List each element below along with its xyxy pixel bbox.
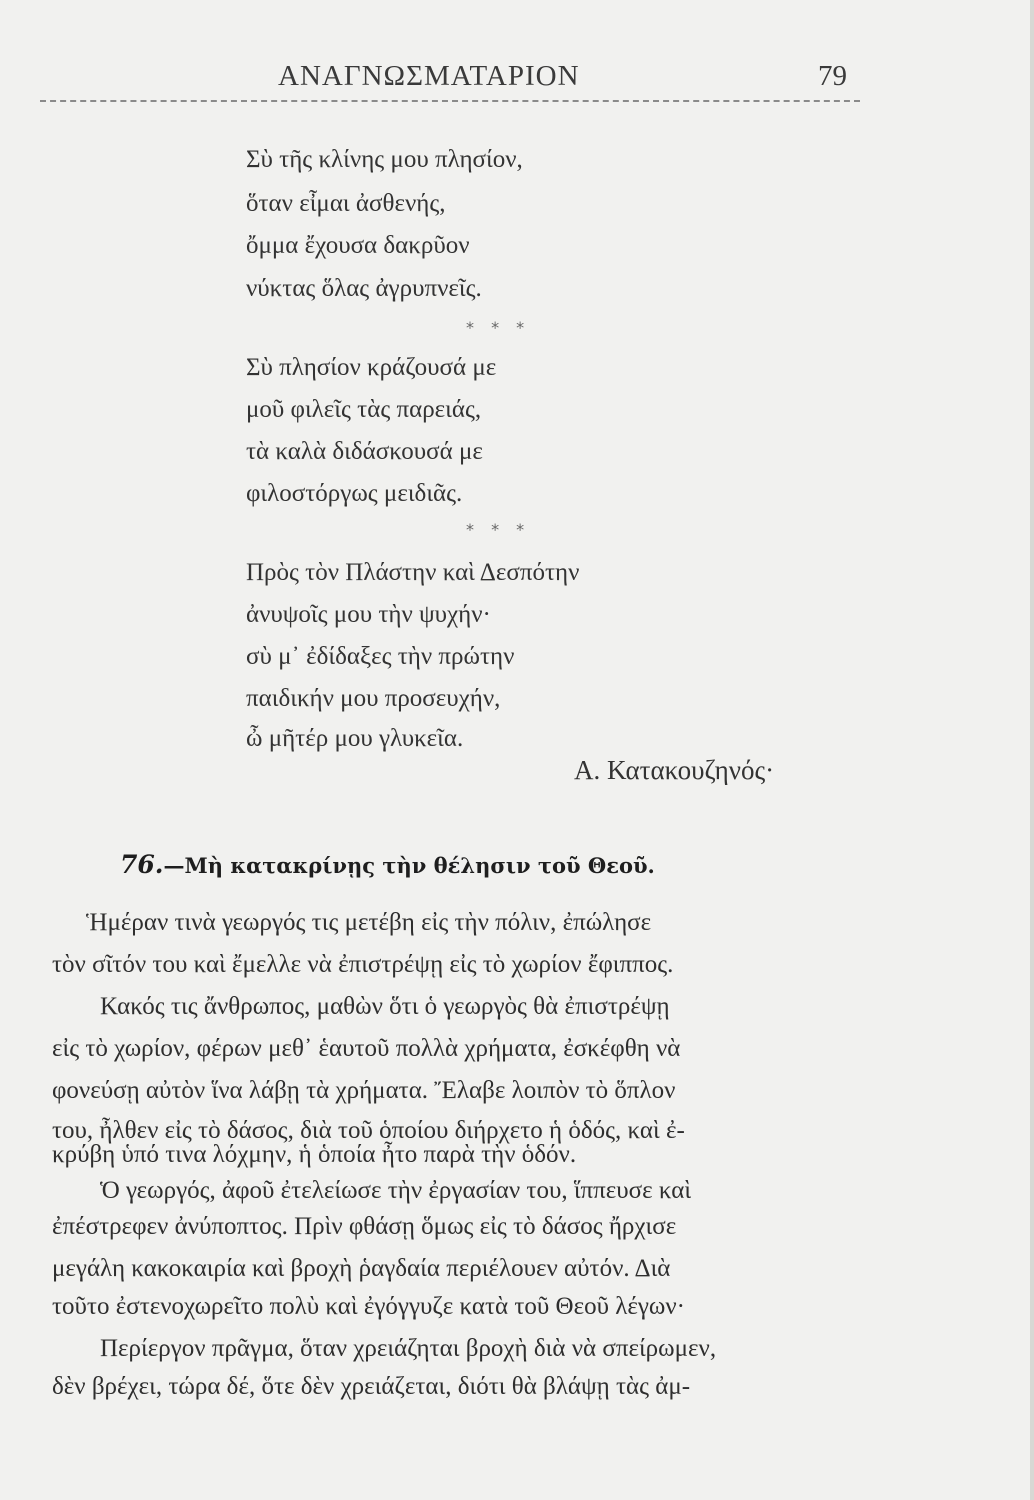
prose-line: εἰς τὸ χωρίον, φέρων μεθ᾽ ἑαυτοῦ πολλὰ χρήματα, ἐσκέφθη νὰ [52,1035,681,1062]
header-rule [40,100,860,102]
stanza-separator: * * * [466,520,531,539]
prose-line: τὸν σῖτόν του καὶ ἔμελλε νὰ ἐπιστρέψῃ εἰς τὸ χωρίον ἔφιππος. [52,951,674,978]
poem-line: ὦ μῆτέρ μου γλυκεῖα. [246,725,464,752]
poem-line: σὺ μ᾽ ἐδίδαξες τὴν πρώτην [246,643,515,670]
stanza-separator: * * * [466,318,531,337]
running-header [0,58,1034,98]
prose-line: δὲν βρέχει, τώρα δέ, ὅτε δὲν χρειάζεται, διότι θὰ βλάψῃ τὰς ἀμ- [52,1373,691,1400]
section-heading [120,850,655,879]
page-number: 79 [818,60,847,92]
poem-line: Σὺ τῆς κλίνης μου πλησίον, [246,146,523,173]
poem-author: Α. Κατακουζηνός· [574,755,775,785]
prose-line: Κακός τις ἄνθρωπος, μαθὼν ὅτι ὁ γεωργὸς θὰ ἐπιστρέψῃ [100,993,670,1020]
poem-line: Σὺ πλησίον κράζουσά με [246,354,497,381]
prose-line: Περίεργον πρᾶγμα, ὅταν χρειάζηται βροχὴ διὰ νὰ σπείρωμεν, [100,1335,717,1362]
poem-line: παιδικήν μου προσευχήν, [246,685,501,712]
prose-line: κρύβη ὑπό τινα λόχμην, ἡ ὁποία ἦτο παρὰ τὴν ὁδόν. [52,1141,577,1168]
prose-line: ἐπέστρεφεν ἀνύποπτος. Πρὶν φθάσῃ ὅμως εἰς τὸ δάσος ἤρχισε [52,1213,677,1240]
poem-line: ὄμμα ἔχουσα δακρῦον [246,232,470,259]
prose-line: Ὁ γεωργός, ἀφοῦ ἐτελείωσε τὴν ἐργασίαν του, ἵππευσε καὶ [100,1177,692,1204]
poem-line: ἀνυψοῖς μου τὴν ψυχήν· [246,601,491,628]
prose-line: του, ἦλθεν εἰς τὸ δάσος, διὰ τοῦ ὁποίου διήρχετο ἡ ὁδός, καὶ ἐ- [52,1117,685,1144]
prose-line: φονεύσῃ αὐτὸν ἵνα λάβῃ τὰ χρήματα. Ἔλαβε λοιπὸν τὸ ὅπλον [52,1077,676,1104]
running-title: ΑΝΑΓΝΩΣΜΑΤΑΡΙΟΝ [278,60,580,92]
poem-line: νύκτας ὅλας ἀγρυπνεῖς. [246,275,482,302]
poem-line: ὅταν εἶμαι ἀσθενής, [246,190,446,217]
poem-line: τὰ καλὰ διδάσκουσά με [246,438,483,465]
poem-line: Πρὸς τὸν Πλάστην καὶ Δεσπότην [246,559,580,586]
poem-line: φιλοστόργως μειδιᾶς. [246,480,463,507]
section-title: —Μὴ κατακρίνῃς τὴν θέλησιν τοῦ Θεοῦ. [163,853,655,878]
poem-line: μοῦ φιλεῖς τὰς παρειάς, [246,396,482,423]
prose-line: Ἡμέραν τινὰ γεωργός τις μετέβη εἰς τὴν πόλιν, ἐπώλησε [86,909,652,936]
prose-line: μεγάλη κακοκαιρία καὶ βροχὴ ῥαγδαία περιέλουεν αὐτόν. Διὰ [52,1255,671,1282]
page-edge-shadow [1030,0,1034,1500]
prose-line: τοῦτο ἐστενοχωρεῖτο πολὺ καὶ ἐγόγγυζε κατὰ τοῦ Θεοῦ λέγων· [52,1293,685,1320]
section-number: 76. [120,850,164,879]
